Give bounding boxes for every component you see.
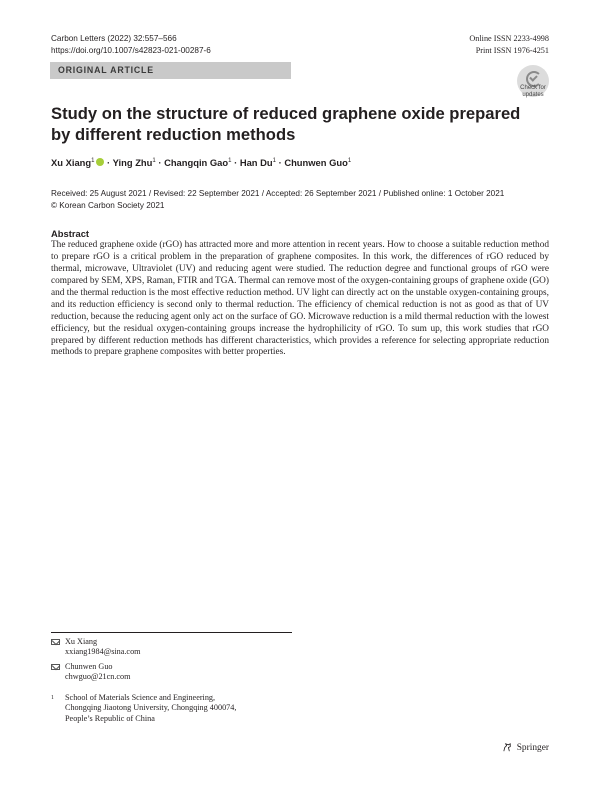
author-name[interactable]: Xu Xiang xyxy=(51,157,92,168)
author-separator: · xyxy=(231,157,240,168)
author-name[interactable]: Han Du xyxy=(239,157,273,168)
affiliation-mark: 1 xyxy=(347,157,352,164)
contact-name: Chunwen Guo xyxy=(65,662,113,671)
publisher-name: Springer xyxy=(516,742,549,753)
history-dates: Received: 25 August 2021 / Revised: 22 September 2021 / Accepted: 26 September 2021 / Published online: 1 October 2021 xyxy=(51,189,505,198)
author-name[interactable]: Ying Zhu xyxy=(112,157,153,168)
envelope-icon xyxy=(51,664,60,670)
author-list xyxy=(51,157,351,168)
abstract-text: The reduced graphene oxide (rGO) has attracted more and more attention in recent years. How to choose a suitable reduction method to prepare rGO is a critical problem in the preparation of graphene composites. In this work, the differences of rGO reduced by thermal, microwave, Ultraviolet (UV) and reducing agent were studied. The reduction degree and functional groups of rGO were compared by SEM, XPS, Raman, FTIR and TGA. Thermal can remove most of the oxygen-containing groups of graphene oxide (GO) and the thermal reduction is the most effective reduction method. UV light can directly act on the unstable oxygen-containing groups, and its reduction efficiency is second only to thermal reduction. The efficiency of chemical reduction is not as good as that of UV reduction, because the reducing agent only act on the surface of GO. Microwave reduction is a mild thermal reduction with the lowest efficiency, but the residual oxygen-containing groups increase the hydrophilicity of rGO. To sum up, this work studies that rGO prepared by different reduction methods has different characteristics, which provides a reference for selecting appropriate reduction methods to prepare graphene composites with better properties. xyxy=(51,240,549,358)
envelope-icon xyxy=(51,639,60,645)
affiliation-mark: 1 xyxy=(272,157,276,164)
author-separator: · xyxy=(104,157,113,168)
article-type-label: ORIGINAL ARTICLE xyxy=(58,65,154,75)
article-title: Study on the structure of reduced graphene oxide prepared by different reduction methods xyxy=(51,104,521,144)
affiliation-line: People’s Republic of China xyxy=(65,713,155,723)
author-separator: · xyxy=(275,157,285,168)
doi-link[interactable]: https://doi.org/10.1007/s42823-021-00287-6 xyxy=(51,45,211,55)
print-issn: Print ISSN 1976-4251 xyxy=(475,45,549,55)
abstract-heading: Abstract xyxy=(51,228,90,239)
footnote-divider xyxy=(51,632,292,633)
contact-email[interactable]: xxiang1984@sina.com xyxy=(65,647,141,657)
affiliation-line: Chongqing Jiaotong University, Chongqing 400074, xyxy=(65,703,237,713)
affiliation-mark: 1 xyxy=(91,157,95,164)
author-name[interactable]: Changqin Gao xyxy=(164,157,229,168)
copyright-line: © Korean Carbon Society 2021 xyxy=(51,200,165,210)
journal-header xyxy=(51,33,211,56)
affiliation-mark: 1 xyxy=(152,157,156,164)
issn-block xyxy=(469,33,549,56)
journal-citation: Carbon Letters (2022) 32:557–566 xyxy=(51,34,177,43)
contact-name: Xu Xiang xyxy=(65,637,98,646)
affiliation-line: School of Materials Science and Engineering, xyxy=(65,693,216,702)
online-issn: Online ISSN 2233-4998 xyxy=(469,34,549,43)
springer-horse-icon xyxy=(502,742,513,753)
publisher-logo xyxy=(502,742,549,753)
publication-dates xyxy=(51,188,504,211)
affiliation-number: 1 xyxy=(51,695,54,701)
check-for-updates-label[interactable]: Check for updates xyxy=(520,85,546,98)
author-name[interactable]: Chunwen Guo xyxy=(284,157,348,168)
author-separator: · xyxy=(155,157,165,168)
contact-email[interactable]: chwguo@21cn.com xyxy=(65,672,131,682)
affiliation-mark: 1 xyxy=(228,157,232,164)
